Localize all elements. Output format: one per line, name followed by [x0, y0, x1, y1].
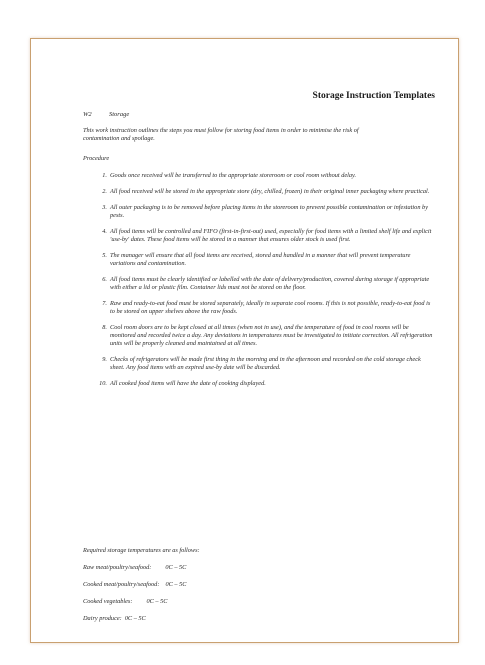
item-text: All food items must be clearly identified or labelled with the date of delivery/production, covered during storage if appropriate with either a lid or plastic film. Container lids must not be stored on the floor. [110, 275, 430, 291]
temperature-value: 0C – 5C [165, 581, 187, 588]
item-text: Raw and ready-to-eat food must be stored separately, ideally in separate cool rooms. If this is not possible, ready-to-eat food is to be stored on upper shelves above the raw foods. [110, 299, 431, 315]
list-item [83, 188, 435, 196]
list-item [83, 324, 435, 349]
item-number: 7. [102, 299, 107, 307]
procedure-label: Procedure [83, 155, 110, 162]
item-number: 5. [102, 251, 107, 259]
temperatures-intro: Required storage temperatures are as follows: [83, 547, 200, 554]
temperature-value: 0C – 5C [165, 564, 187, 571]
list-item [83, 276, 435, 292]
item-text: Checks of refrigerators will be made first thing in the morning and in the afternoon and recorded on the cold storage check sheet. Any food items with an expired use-by date will be discarded. [110, 355, 421, 371]
temperature-row [83, 564, 186, 572]
intro-paragraph: This work instruction outlines the steps you must follow for storing food items in order to minimise the risk of contamination and spoilage. [83, 127, 359, 143]
temperature-row [83, 598, 167, 606]
item-text: The manager will ensure that all food items are received, stored and handled in a manner that will prevent temperature variations and contamination. [110, 251, 411, 267]
item-text: Goods once received will be transferred to the appropriate storeroom or cool room without delay. [110, 172, 357, 179]
item-text: All food items will be controlled and FIFO (first-in-first-out) used, especially for food items with a limited shelf life and explicit 'use-by' dates. These food items will be stored in a manner that ensures older stock is used first. [110, 227, 432, 243]
temperature-value: 0C – 5C [146, 598, 168, 605]
temperature-row [83, 615, 146, 623]
procedure-list [83, 172, 435, 396]
item-text: All cooked food items will have the date of cooking displayed. [110, 379, 266, 387]
item-text: Cool room doors are to be kept closed at all times (when not in use), and the temperature of food in cool rooms will be monitored and recorded twice a day. Any deviations in temperatures must be investigated to initiate correction. All refrigeration units will be properly cleaned and maintained at all times. [110, 323, 433, 347]
section-title: Storage [109, 111, 130, 118]
temperature-label: Cooked vegetables: [83, 598, 133, 605]
item-text: All food received will be stored in the appropriate store (dry, chilled, frozen) in their original inner packaging where practical. [110, 187, 430, 195]
item-number: 4. [102, 227, 107, 235]
section-heading [83, 111, 129, 119]
temperature-label: Dairy produce: [83, 615, 122, 622]
item-number: 8. [102, 323, 107, 331]
list-item [83, 204, 435, 220]
item-number: 6. [102, 275, 107, 283]
list-item [83, 380, 435, 388]
item-number: 2. [102, 187, 107, 195]
item-number: 10. [99, 379, 107, 387]
item-number: 9. [102, 355, 107, 363]
list-item [83, 228, 435, 244]
list-item [83, 300, 435, 316]
item-text: All outer packaging is to be removed before placing items in the storeroom to prevent possible contamination or infestation by pests. [110, 203, 429, 219]
temperature-row [83, 581, 186, 589]
list-item [83, 172, 435, 180]
section-code: W2 [83, 111, 92, 118]
document-title: Storage Instruction Templates [312, 91, 435, 101]
list-item [83, 252, 435, 268]
document-page [30, 38, 459, 643]
temperature-label: Raw meat/poultry/seafood: [83, 564, 152, 571]
temperature-value: 0C – 5C [124, 615, 146, 622]
item-number: 3. [102, 203, 107, 211]
list-item [83, 356, 435, 372]
item-number: 1. [102, 172, 107, 179]
temperature-label: Cooked meat/poultry/seafood: [83, 581, 160, 588]
